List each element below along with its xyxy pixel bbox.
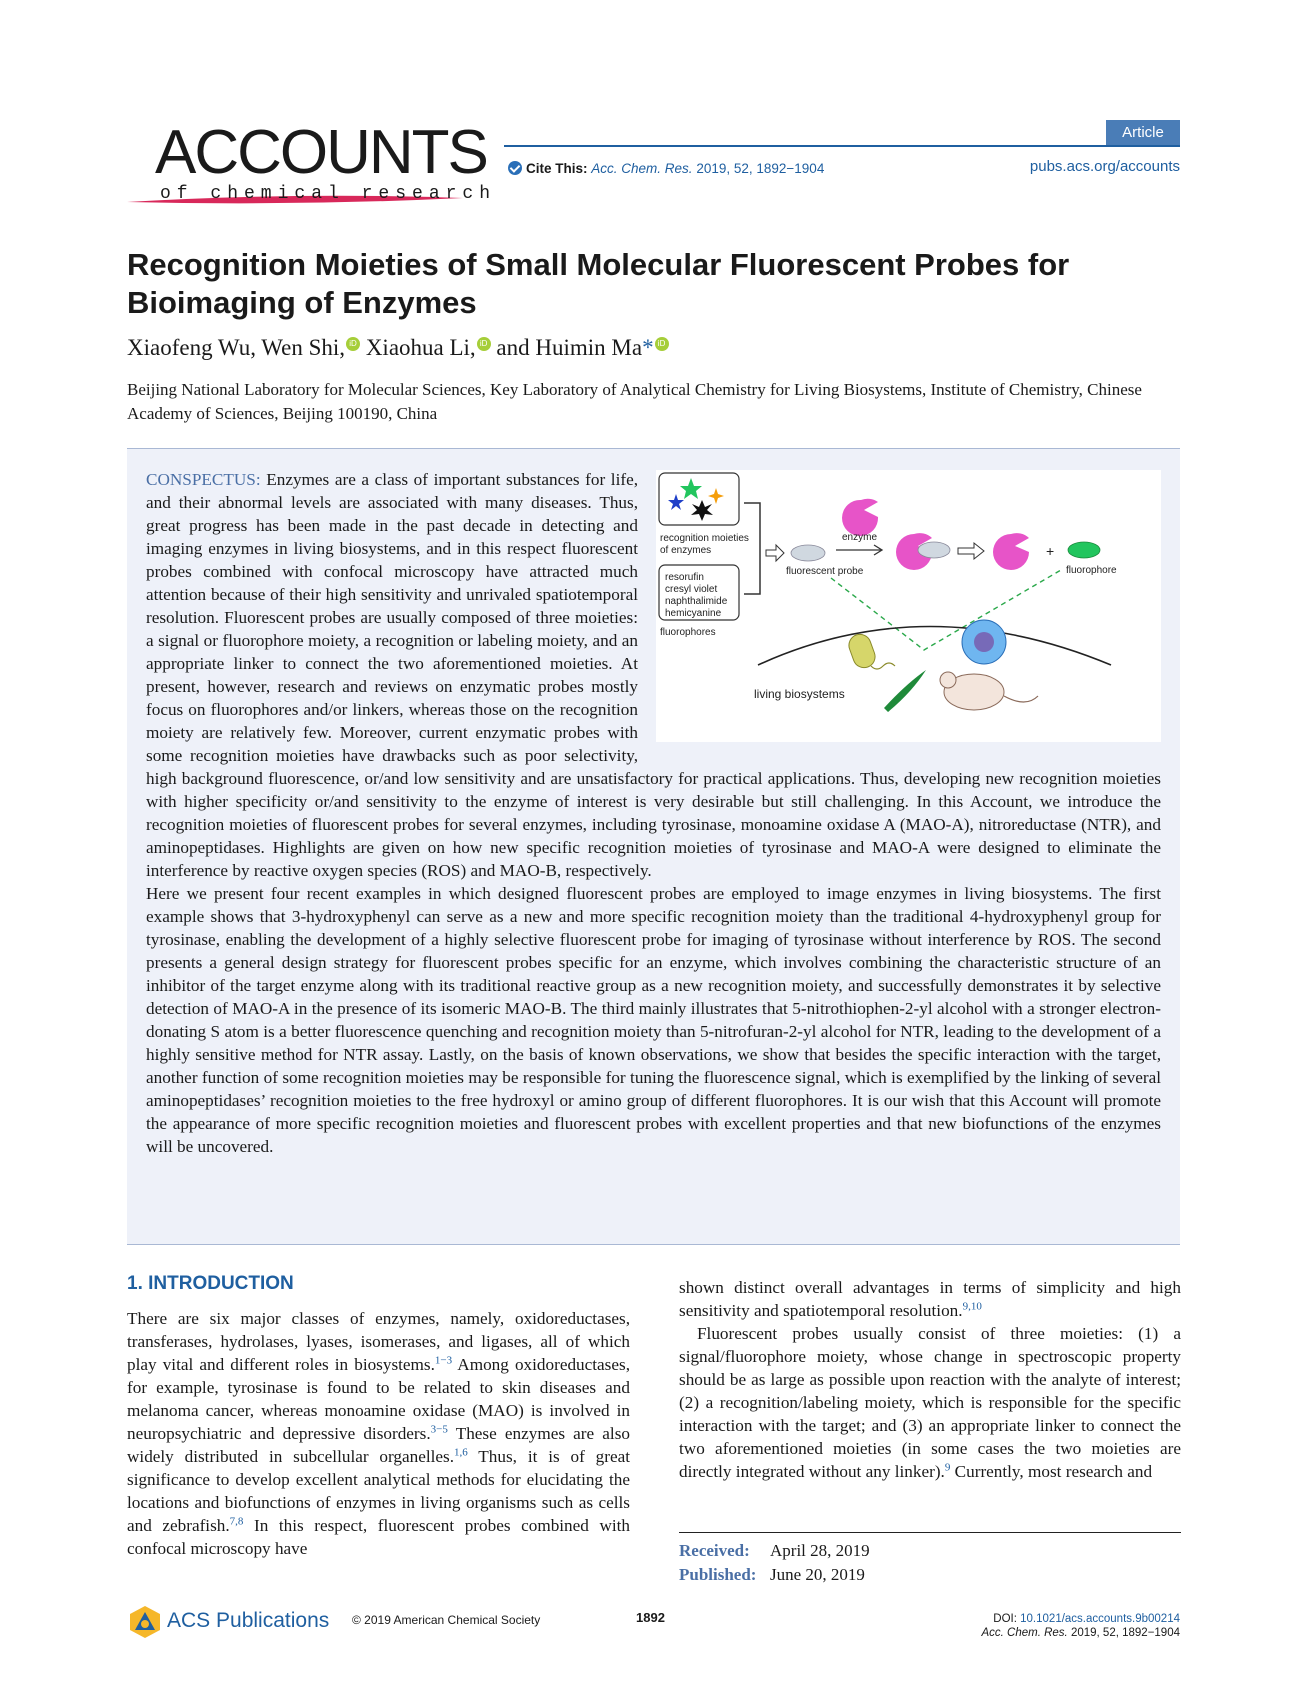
published-row <box>679 1563 1181 1587</box>
orcid-icon[interactable]: iD <box>477 337 491 351</box>
acs-publications-logo[interactable] <box>127 1604 330 1640</box>
body-paragraph <box>679 1276 1181 1322</box>
doi-line <box>880 1612 1180 1626</box>
header-rule <box>504 145 1180 147</box>
conspectus-text-1: Enzymes are a class of important substances for life, and their abnormal levels are associated with many diseases. Thus, great progress has been made in the past decade in detecting and imaging enzymes in living biosystems, and in this respect fluorescent probes combined with confocal microscopy have attracted much attention because of their high sensitivity and unrivaled spatiotemporal resolution. Fluorescent probes are usually composed of three moieties: a signal or fluorophore moiety, a recognition or labeling moiety, and an appropriate linker to connect the two aforementioned moieties. At present, however, research and reviews on enzymatic probes mostly focus on fluorophores and/or linkers, whereas those on the recognition moiety are relatively few. Moreover, current enzymatic probes with some recognition moieties have drawbacks such as poor selectivity, high background fluorescence, or/and low sensitivity and are unsatisfactory for practical applications. Thus, developing new recognition moieties with higher specificity or/and sensitivity to the enzyme of interest is very desirable but still challenging. In this Account, we introduce the recognition moieties of fluorescent probes for several enzymes, including tyrosinase, monoamine oxidase A (MAO-A), nitroreductase (NTR), and aminopeptidases. Highlights are given on how new specific recognition moieties of tyrosinase and MAO-A were designed to eliminate the interference by reactive oxygen species (ROS) and MAO-B, respectively. <box>146 470 1161 880</box>
biosystem-arc <box>758 627 1111 666</box>
footer-cite-details: 2019, 52, 1892−1904 <box>1070 1627 1180 1639</box>
enzyme-pacman-icon <box>993 533 1029 570</box>
publication-dates <box>679 1532 1181 1589</box>
doi-label: DOI: <box>993 1613 1017 1625</box>
toc-diagram <box>656 470 1161 742</box>
arrow-icon <box>958 543 984 559</box>
enzyme-pacman-icon <box>842 499 878 536</box>
bracket-line <box>744 503 760 594</box>
section-heading-introduction: 1. INTRODUCTION <box>127 1273 294 1294</box>
citation-link[interactable]: 1,6 <box>454 1446 468 1459</box>
arrow-icon <box>766 545 784 561</box>
received-row <box>679 1539 1181 1563</box>
toc-label-fluorophore: fluorophore <box>1066 565 1117 576</box>
logo-subtitle: of chemical research <box>160 184 497 204</box>
right-column <box>679 1276 1181 1483</box>
toc-label-enzyme: enzyme <box>842 532 878 543</box>
published-label: Published: <box>679 1565 757 1584</box>
citation-link[interactable]: 7,8 <box>229 1515 244 1528</box>
body-text: Currently, most research and <box>950 1462 1153 1481</box>
author-list <box>127 333 669 363</box>
body-text: These enzymes are also widely distributed in subcellular organelles. <box>127 1424 630 1466</box>
cite-details: 2019, 52, 1892−1904 <box>696 161 825 176</box>
check-circle-icon <box>508 161 522 175</box>
citation-link[interactable]: 9 <box>944 1461 951 1474</box>
toc-label-biosystems: living biosystems <box>754 687 845 701</box>
body-text: There are six major classes of enzymes, namely, oxidoreductases, transferases, hydrolases, lyases, isomerases, and ligases, all of which play vital and different roles in biosystems. <box>127 1309 630 1374</box>
toc-fluorophore-item: cresyl violet <box>665 584 718 595</box>
published-date: June 20, 2019 <box>770 1565 865 1584</box>
cite-this-line[interactable] <box>508 160 824 178</box>
logo-wordmark: ACCOUNTS <box>155 118 487 187</box>
mouse-head <box>940 672 956 688</box>
toc-fluorophore-item: naphthalimide <box>665 596 728 607</box>
arrow-icon <box>836 545 882 555</box>
copyright-notice: © 2019 American Chemical Society <box>352 1613 541 1627</box>
probe-ellipse <box>791 545 825 561</box>
body-text: Thus, it is of great significance to develop excellent analytical methods for elucidating the locations and biofunctions of enzymes in living organisms such as cells and zebrafish. <box>127 1447 630 1535</box>
body-paragraph <box>127 1307 630 1560</box>
fluorophore-ellipse <box>1068 542 1100 558</box>
conspectus-paragraph: Here we present four recent examples in which designed fluorescent probes are employed to image enzymes in living biosystems. The first example shows that 3-hydroxyphenyl can serve as a new and more specific recognition moiety than the traditional 4-hydroxyphenyl group for tyrosinase, enabling the development of a highly selective fluorescent probe for imaging of tyrosinase without interference by ROS. The second presents a general design strategy for fluorescent probes specific for an enzyme, which involves combining the characteristic structure of an inhibitor of the target enzyme along with its traditional reactive group as a new recognition moiety, and successfully demonstrates it by selective detection of MAO-A in the presence of its isomeric MAO-B. The third mainly illustrates that 5-nitrothiophen-2-yl alcohol with a stronger electron-donating S atom is a better fluorescence quenching and recognition moiety than 5-nitrofuran-2-yl alcohol for NTR, leading to the development of a highly sensitive method for NTR assay. Lastly, on the basis of known observations, we show that besides the specific interaction with the target, another function of some recognition moieties may be responsible for tuning the fluorescence signal, which is exemplified by the linking of several aminopeptidases’ recognition moieties to the free hydroxyl or amino group of different fluorophores. It is our wish that this Account will promote the appearance of more specific recognition moieties and fluorescent probes with excellent properties and that new biofunctions of the enzymes will be uncovered. <box>146 884 1161 1156</box>
page-number: 1892 <box>636 1610 665 1625</box>
conspectus <box>146 468 1161 1158</box>
zebrafish-icon <box>884 670 926 712</box>
bacterium-icon <box>846 631 878 670</box>
author-name[interactable]: Wen Shi, <box>261 335 346 360</box>
conspectus-label: CONSPECTUS: <box>146 470 261 489</box>
body-text: Among oxidoreductases, for example, tyrosinase is found to be related to skin diseases and melanoma cancer, whereas monoamine oxidase (MAO) is involved in neuropsychiatric and depressive disorders. <box>127 1355 630 1443</box>
doi-block <box>880 1612 1180 1640</box>
citation-link[interactable]: 1−3 <box>434 1354 453 1367</box>
cell-nucleus <box>974 632 994 652</box>
body-text: Fluorescent probes usually consist of three moieties: (1) a signal/fluorophore moiety, whose change in spectroscopic property should be as large as possible upon reaction with the analyte of interest; (2) a recognition/labeling moiety, which is responsible for the specific interaction with the target; and (3) an appropriate linker to connect the two aforementioned moieties (in some cases the two moieties are directly integrated without any linker). <box>679 1324 1181 1481</box>
affiliation: Beijing National Laboratory for Molecular Sciences, Key Laboratory of Analytical Chemistry for Living Biosystems, Institute of Chemistry, Chinese Academy of Sciences, Beijing 100190, China <box>127 380 1142 423</box>
toc-label-recognition: recognition moieties <box>660 533 749 544</box>
paper-title: Recognition Moieties of Small Molecular Fluorescent Probes for Bioimaging of Enzymes <box>127 247 1070 320</box>
toc-label-probe: fluorescent probe <box>786 566 864 577</box>
toc-fluorophore-item: resorufin <box>665 572 704 583</box>
acs-hexagon-icon <box>127 1604 163 1640</box>
toc-plus: + <box>1046 543 1055 559</box>
recognition-box <box>659 473 739 525</box>
body-text: In this respect, fluorescent probes combined with confocal microscopy have <box>127 1516 630 1558</box>
citation-link[interactable]: 9,10 <box>962 1300 982 1313</box>
corresponding-author-star[interactable]: * <box>642 335 654 360</box>
journal-logo <box>125 118 505 208</box>
body-paragraph <box>679 1322 1181 1483</box>
toc-label-recognition: of enzymes <box>660 545 712 556</box>
footer-citation <box>880 1626 1180 1640</box>
orcid-icon[interactable]: iD <box>346 337 360 351</box>
left-column <box>127 1307 630 1560</box>
author-name[interactable]: and Huimin Ma <box>496 335 643 360</box>
citation-link[interactable]: 3−5 <box>430 1423 448 1436</box>
toc-label-fluorophores: fluorophores <box>660 627 716 638</box>
received-label: Received: <box>679 1541 750 1560</box>
orcid-icon[interactable]: iD <box>655 337 669 351</box>
bacterium-flagella <box>871 663 895 669</box>
probe-ellipse <box>918 542 950 558</box>
cite-label: Cite This: <box>526 161 588 176</box>
publisher-name: ACS Publications <box>167 1609 330 1632</box>
toc-fluorophore-item: hemicyanine <box>665 608 722 619</box>
cite-journal: Acc. Chem. Res. <box>591 161 693 176</box>
body-text: shown distinct overall advantages in terms of simplicity and high sensitivity and spatiotemporal resolution. <box>679 1278 1181 1320</box>
journal-url-link[interactable]: pubs.acs.org/accounts <box>1029 158 1180 175</box>
author-name[interactable]: Xiaohua Li, <box>365 335 476 360</box>
article-type-badge: Article <box>1106 120 1180 145</box>
author-name[interactable]: Xiaofeng Wu, <box>127 335 256 360</box>
doi-link[interactable]: 10.1021/acs.accounts.9b00214 <box>1020 1613 1180 1625</box>
toc-graphic <box>656 470 1161 742</box>
mouse-tail <box>1004 696 1038 702</box>
received-date: April 28, 2019 <box>770 1541 870 1560</box>
footer-cite-journal: Acc. Chem. Res. <box>981 1627 1068 1639</box>
